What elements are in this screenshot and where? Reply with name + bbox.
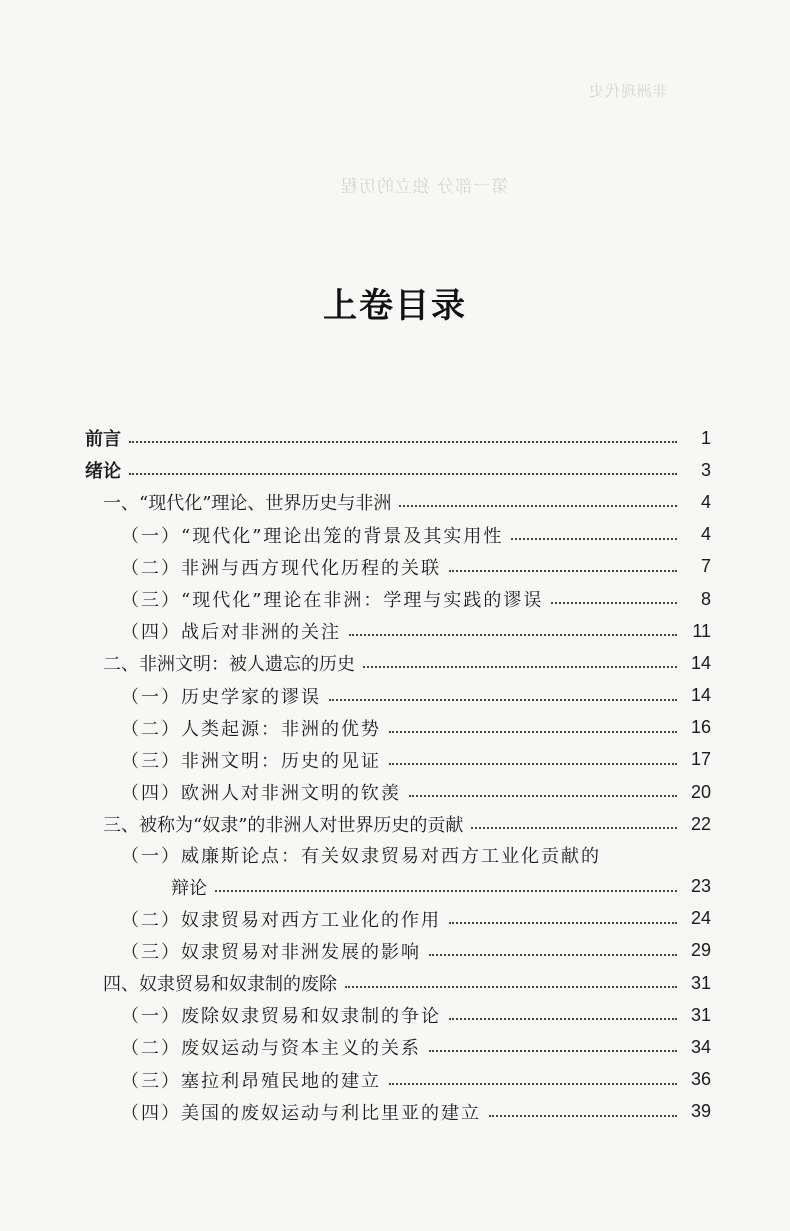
toc-entry-label: 二、非洲文明：被人遗忘的历史 <box>103 654 355 676</box>
toc-entry[interactable] <box>85 583 711 615</box>
toc-entry[interactable] <box>85 935 711 967</box>
toc-entry-label: 前言 <box>85 429 121 451</box>
dot-leader <box>215 890 677 892</box>
toc-entry-label: 绪论 <box>85 461 121 483</box>
toc-entry-label: （二）废奴运动与资本主义的关系 <box>121 1038 421 1060</box>
dot-leader <box>389 763 677 765</box>
toc-entry-page: 39 <box>690 1101 711 1122</box>
toc-entry-page: 17 <box>690 749 711 770</box>
toc-entry[interactable] <box>85 551 711 583</box>
toc-entry[interactable] <box>85 1031 711 1063</box>
toc-entry-label: （四）美国的废奴运动与利比里亚的建立 <box>121 1102 481 1124</box>
toc-entry[interactable] <box>85 680 711 712</box>
bleed-through-heading: 第一部分 独立的历程 <box>340 177 509 197</box>
toc-entry[interactable] <box>85 519 711 551</box>
toc-entry[interactable] <box>85 744 711 776</box>
dot-leader <box>409 795 677 797</box>
toc-entry-page: 14 <box>690 685 711 706</box>
toc-entry-page: 34 <box>690 1036 711 1057</box>
toc-entry-page: 3 <box>700 459 711 480</box>
toc-entry-label: 辩论 <box>171 877 207 899</box>
toc-entry-label: （二）人类起源：非洲的优势 <box>121 718 381 740</box>
toc-entry-page: 31 <box>690 1004 711 1025</box>
toc-entry[interactable] <box>85 808 711 840</box>
toc-entry-label: （一）“现代化”理论出笼的背景及其实用性 <box>121 525 504 547</box>
dot-leader <box>363 666 677 668</box>
table-of-contents <box>85 422 711 1128</box>
toc-entry-page: 36 <box>690 1069 711 1090</box>
dot-leader <box>129 473 677 475</box>
dot-leader <box>449 1018 677 1020</box>
dot-leader <box>551 602 677 604</box>
toc-entry[interactable] <box>85 776 711 808</box>
dot-leader <box>389 1083 677 1085</box>
dot-leader <box>429 1050 677 1052</box>
toc-entry-page: 1 <box>700 427 711 448</box>
toc-entry[interactable] <box>85 870 711 902</box>
toc-entry-label: （一）威廉斯论点：有关奴隶贸易对西方工业化贡献的 <box>121 846 601 868</box>
dot-leader <box>429 954 677 956</box>
toc-entry-label: 四、奴隶贸易和奴隶制的废除 <box>103 974 337 996</box>
dot-leader <box>399 505 677 507</box>
dot-leader <box>449 570 677 572</box>
toc-entry[interactable] <box>85 840 711 870</box>
toc-entry-label: （一）废除奴隶贸易和奴隶制的争论 <box>121 1006 441 1028</box>
toc-entry-page: 23 <box>690 876 711 897</box>
toc-entry[interactable] <box>85 999 711 1031</box>
toc-entry[interactable] <box>85 712 711 744</box>
dot-leader <box>389 731 677 733</box>
dot-leader <box>471 827 677 829</box>
toc-entry[interactable] <box>85 967 711 999</box>
toc-entry-label: （三）“现代化”理论在非洲：学理与实践的谬误 <box>121 590 544 612</box>
toc-entry-label: （四）战后对非洲的关注 <box>121 622 341 644</box>
toc-entry[interactable] <box>85 486 711 518</box>
dot-leader <box>329 699 677 701</box>
toc-entry[interactable] <box>85 1064 711 1096</box>
toc-entry-page: 14 <box>690 652 711 673</box>
toc-entry[interactable] <box>85 903 711 935</box>
toc-entry-page: 16 <box>690 717 711 738</box>
dot-leader <box>345 986 677 988</box>
toc-entry-page: 4 <box>700 491 711 512</box>
dot-leader <box>511 538 677 540</box>
toc-entry-page: 7 <box>700 556 711 577</box>
dot-leader <box>129 441 677 443</box>
toc-entry[interactable] <box>85 647 711 679</box>
dot-leader <box>489 1115 677 1117</box>
dot-leader <box>449 922 677 924</box>
toc-entry-label: （三）奴隶贸易对非洲发展的影响 <box>121 941 421 963</box>
page-title: 上卷目录 <box>323 285 467 326</box>
toc-entry[interactable] <box>85 454 711 486</box>
toc-entry-page: 29 <box>690 940 711 961</box>
toc-entry-label: （二）奴隶贸易对西方工业化的作用 <box>121 909 441 931</box>
toc-entry-page: 20 <box>690 781 711 802</box>
toc-entry-label: （二）非洲与西方现代化历程的关联 <box>121 557 441 579</box>
toc-entry-page: 22 <box>690 813 711 834</box>
toc-entry-label: 三、被称为“奴隶”的非洲人对世界历史的贡献 <box>103 815 464 837</box>
toc-entry-label: （四）欧洲人对非洲文明的钦羡 <box>121 783 401 805</box>
toc-entry[interactable] <box>85 1096 711 1128</box>
dot-leader <box>349 634 677 636</box>
toc-entry[interactable] <box>85 422 711 454</box>
toc-entry-page: 31 <box>690 972 711 993</box>
toc-entry-page: 4 <box>700 524 711 545</box>
bleed-through-header: 非洲现代史 <box>588 82 669 100</box>
toc-entry-page: 8 <box>700 588 711 609</box>
toc-entry-label: （一）历史学家的谬误 <box>121 686 321 708</box>
toc-entry[interactable] <box>85 615 711 647</box>
toc-entry-label: （三）塞拉利昂殖民地的建立 <box>121 1070 381 1092</box>
toc-entry-label: 一、“现代化”理论、世界历史与非洲 <box>103 493 392 515</box>
toc-entry-page: 11 <box>692 620 711 641</box>
toc-entry-page: 24 <box>690 908 711 929</box>
toc-entry-label: （三）非洲文明：历史的见证 <box>121 750 381 772</box>
